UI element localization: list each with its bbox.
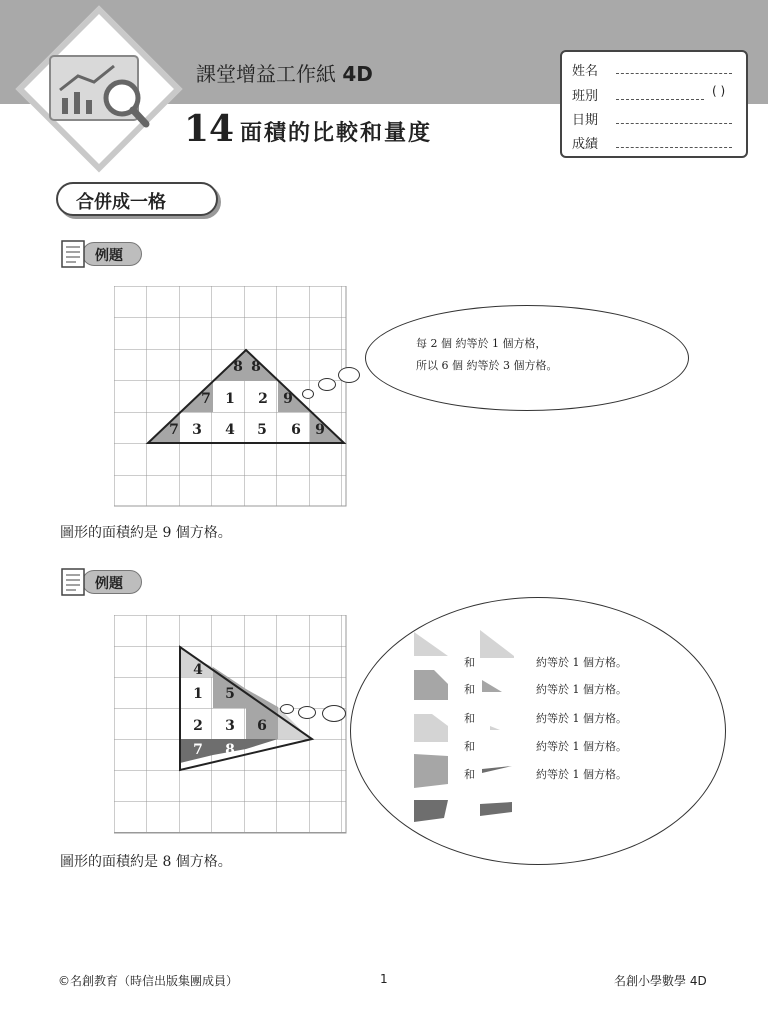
ex1-num: 7 [169,422,179,438]
document-icon [60,568,90,598]
example1-result: 圖形的面積約是 9 個方格。 [60,525,232,541]
ex1-num: 3 [192,422,202,438]
thought-dot-medium [318,378,336,391]
thought-dot-large [338,367,360,383]
example-label: 例題 [95,576,123,592]
pair-connector: 和 [464,656,475,669]
ex1-num: 4 [225,422,235,438]
bubble1-line2: 所以 6 個 約等於 3 個方格。 [416,359,558,372]
page-number: 1 [380,972,388,986]
example-pill [82,570,142,594]
ex1-num: 9 [315,422,325,438]
ex2-num: 6 [257,718,267,734]
example-tag-2 [60,568,144,596]
class-label: 班別 [572,89,599,104]
score-field[interactable] [616,146,732,148]
thought-dot-large [322,705,346,722]
pair-text: 約等於 1 個方格。 [536,683,627,696]
example-pill [82,242,142,266]
ex1-num: 2 [258,391,268,407]
example-tag-1 [60,240,144,268]
ex1-num: 8 [251,359,261,375]
ex2-num: 5 [225,686,235,702]
ex2-num: 8 [225,742,235,758]
ex2-num: 4 [193,662,203,678]
class-number-paren: ( ) [712,84,726,98]
date-field[interactable] [616,122,732,124]
thought-dot-small [280,704,294,714]
ex1-num: 7 [201,391,211,407]
ex2-num: 2 [193,718,203,734]
ex2-num: 7 [193,742,203,758]
chapter-number: 14 [184,108,235,150]
score-label: 成績 [572,137,599,152]
pair-text: 約等於 1 個方格。 [536,712,627,725]
name-field[interactable] [616,72,732,74]
example-label: 例題 [95,248,123,264]
ex1-num: 1 [225,391,235,407]
section-title: 合併成一格 [76,192,166,213]
example2-result: 圖形的面積約是 8 個方格。 [60,854,232,870]
worksheet-title [196,58,373,87]
thought-dot-small [302,389,314,399]
footer-series: 名創小學數學 4D [614,974,707,988]
ex1-num: 8 [233,359,243,375]
class-field[interactable] [616,98,704,100]
thought-dot-medium [298,706,316,719]
pair-connector: 和 [464,712,475,725]
date-label: 日期 [572,113,599,128]
pair-text: 約等於 1 個方格。 [536,740,627,753]
worksheet-title-prefix: 課堂增益工作紙 [196,62,343,86]
pair-connector: 和 [464,768,475,781]
ex1-num: 9 [283,391,293,407]
student-info-box [560,50,748,158]
document-icon [60,240,90,270]
footer-publisher: ©名創教育（時信出版集團成員） [58,974,239,988]
ex2-num: 3 [225,718,235,734]
ex1-num: 6 [291,422,301,438]
pair-text: 約等於 1 個方格。 [536,768,627,781]
pair-connector: 和 [464,740,475,753]
pair-connector: 和 [464,683,475,696]
pair-text: 約等於 1 個方格。 [536,656,627,669]
section-title-pill [56,182,218,216]
chart-magnifier-icon [44,50,154,140]
chapter-name: 面積的比較和量度 [240,120,433,146]
thought-bubble-2 [350,597,726,865]
name-label: 姓名 [572,64,599,79]
worksheet-grade: 4D [342,62,373,86]
bubble1-line1: 每 2 個 約等於 1 個方格， [416,337,547,350]
ex2-num: 1 [193,686,203,702]
ex1-num: 5 [257,422,267,438]
